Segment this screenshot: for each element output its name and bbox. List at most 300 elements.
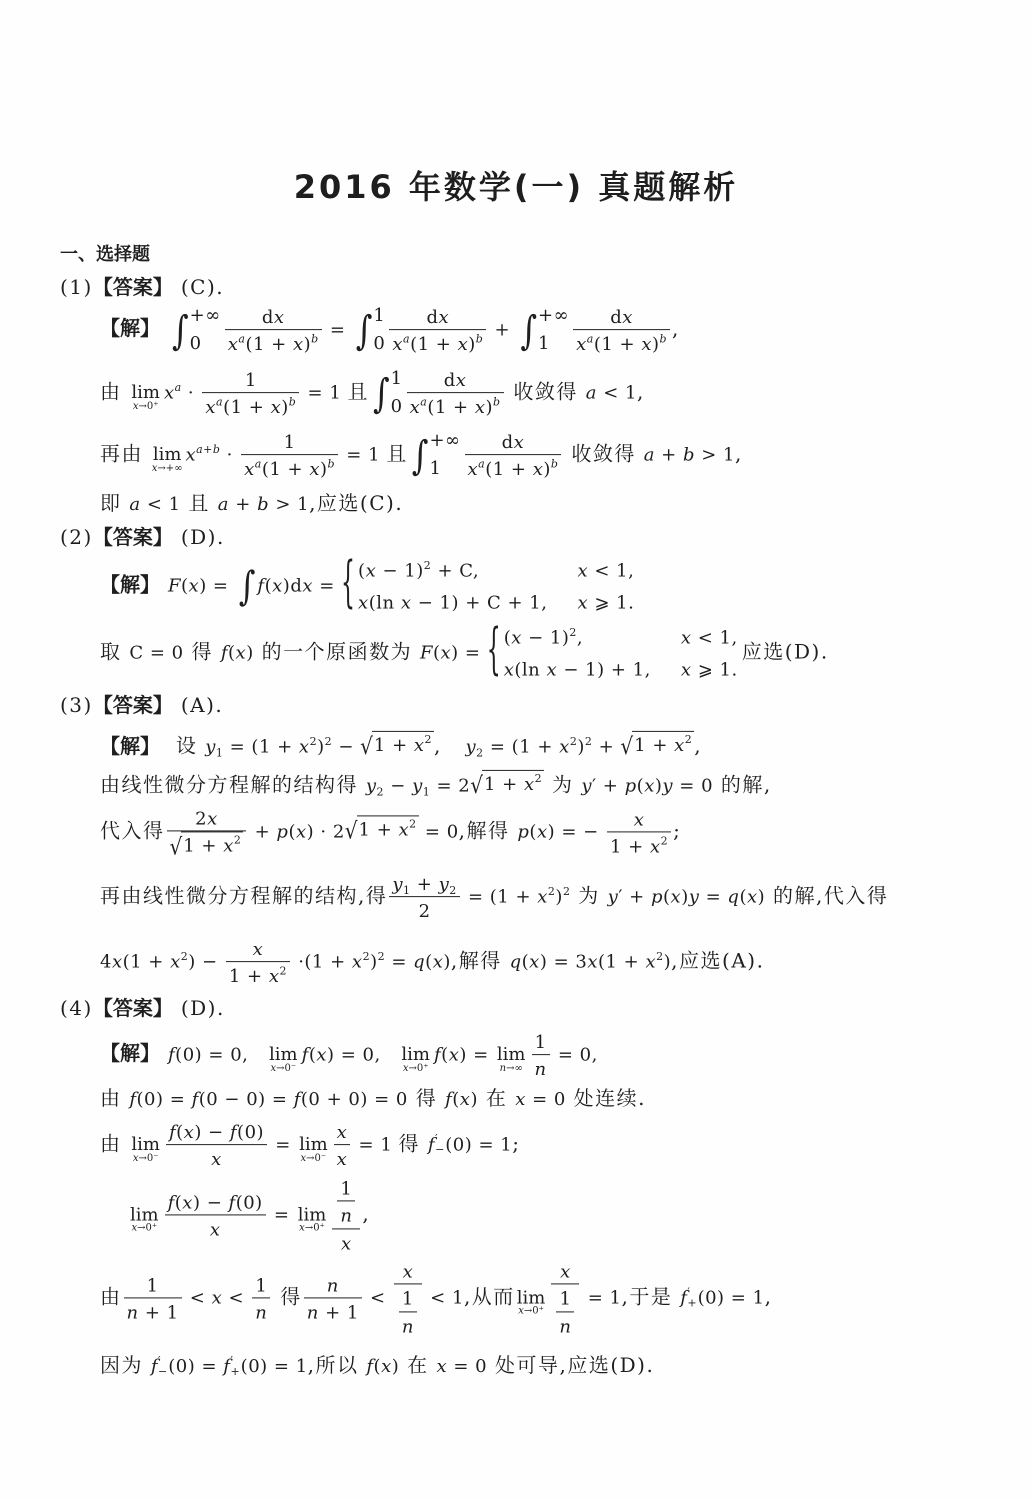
label-bracket: 【解】 bbox=[100, 572, 160, 597]
fraction-numerator bbox=[573, 303, 670, 330]
integral-limits bbox=[538, 307, 569, 353]
math-run: x bbox=[244, 459, 255, 481]
math-run: = (1 + x bbox=[483, 736, 570, 758]
math-run: x ⩾ 1. bbox=[680, 660, 738, 681]
math-run: 1 + x bbox=[609, 836, 661, 858]
cases-rows bbox=[504, 624, 738, 683]
text-run: (C). bbox=[180, 275, 225, 299]
radicand bbox=[181, 832, 243, 857]
text-run: ,从而 bbox=[463, 1284, 515, 1309]
text-run: , bbox=[734, 441, 743, 466]
math-run: y bbox=[365, 775, 377, 797]
integral bbox=[412, 432, 461, 478]
math-run: F(x) = bbox=[419, 642, 487, 664]
math-run: x bbox=[392, 334, 404, 356]
math-run: = bbox=[267, 1204, 296, 1226]
square-root bbox=[470, 770, 544, 799]
superscript: 2 bbox=[233, 834, 242, 848]
solution-line bbox=[100, 804, 681, 859]
limit-operator: lim bbox=[516, 1287, 546, 1309]
math-run: x bbox=[341, 1233, 352, 1255]
fraction bbox=[394, 1257, 422, 1338]
math-run: x bbox=[211, 1149, 222, 1171]
math-run: x = 0 bbox=[515, 1088, 566, 1110]
superscript: 2 bbox=[534, 772, 543, 786]
math-run: x(ln x − 1) + 1, bbox=[503, 660, 651, 681]
limit-subscript: n→∞ bbox=[499, 1062, 523, 1074]
superscript: 2 bbox=[656, 949, 664, 963]
math-run: 1 bbox=[340, 1178, 353, 1200]
fraction-numerator bbox=[337, 1174, 355, 1201]
limit-subscript: x→0⁺ bbox=[518, 1305, 544, 1317]
fraction bbox=[389, 870, 459, 924]
superscript: 2 bbox=[180, 949, 189, 963]
cases-rows bbox=[358, 557, 634, 616]
fraction bbox=[465, 428, 562, 482]
math-run: y bbox=[392, 874, 404, 896]
limit-operator: lim bbox=[401, 1044, 430, 1066]
math-run: ) bbox=[555, 886, 563, 908]
label-bracket: 【答案】 bbox=[92, 693, 173, 717]
fraction-denominator bbox=[337, 1202, 355, 1228]
limit-subscript: x→0⁺ bbox=[402, 1062, 429, 1074]
math-run: x bbox=[560, 1261, 571, 1283]
math-run: f(x) bbox=[366, 1355, 400, 1377]
limit bbox=[516, 1284, 546, 1317]
limit-subscript: x→0⁻ bbox=[270, 1062, 297, 1074]
integral-sign: ∫ bbox=[411, 431, 429, 479]
label-bracket: 【答案】 bbox=[92, 525, 173, 549]
limit-operator: lim bbox=[131, 1134, 160, 1156]
math-run: (1 + x) bbox=[485, 459, 551, 481]
math-run: x ⩾ 1. bbox=[577, 593, 635, 614]
superscript: 2 bbox=[584, 735, 593, 749]
text-run: 得 bbox=[183, 639, 221, 664]
math-run: = 1 bbox=[352, 1134, 399, 1156]
math-run: 1 bbox=[534, 1032, 547, 1054]
label-bracket: 【答案】 bbox=[92, 996, 173, 1020]
text-run: ,所以 bbox=[307, 1352, 367, 1377]
text-run: 且 bbox=[386, 441, 408, 466]
limit-operator: lim bbox=[131, 382, 160, 404]
math-run: ·(1 + x bbox=[291, 951, 363, 973]
radicand bbox=[357, 816, 419, 841]
superscript: a bbox=[238, 332, 246, 346]
superscript: 2 bbox=[562, 884, 571, 898]
superscript: b bbox=[288, 395, 297, 409]
math-run: n bbox=[401, 1316, 414, 1338]
fraction-denominator bbox=[394, 1285, 422, 1339]
limit bbox=[401, 1041, 430, 1074]
label-bracket: 【答案】 bbox=[92, 275, 173, 299]
math-run: dx bbox=[443, 370, 467, 392]
math-run: n bbox=[559, 1316, 572, 1338]
text-run: 由 bbox=[100, 1131, 130, 1156]
math-run: (x − 1) bbox=[503, 627, 570, 649]
text-run: ; bbox=[512, 1131, 521, 1156]
solution-line bbox=[100, 1028, 598, 1082]
superscript: 2 bbox=[547, 884, 556, 898]
math-run: ) bbox=[317, 736, 325, 758]
text-run: 应选(D). bbox=[741, 639, 829, 664]
fraction-denominator bbox=[202, 394, 299, 420]
math-run: x bbox=[576, 334, 587, 356]
math-run: (1 + x) bbox=[223, 397, 289, 419]
fraction bbox=[532, 1028, 550, 1082]
subscript: 2 bbox=[476, 746, 484, 760]
text-run: 得 bbox=[407, 1085, 446, 1110]
integral-limits bbox=[190, 307, 221, 353]
math-run: (1 + x) bbox=[427, 397, 494, 419]
cases-cell bbox=[358, 557, 547, 583]
fraction bbox=[226, 935, 290, 989]
limit-subscript: x→0⁺ bbox=[131, 1222, 158, 1234]
section-heading: 一、选择题 bbox=[60, 244, 150, 265]
limit bbox=[299, 1131, 328, 1164]
superscript: a bbox=[216, 395, 224, 409]
integral-limits bbox=[391, 370, 403, 416]
fraction bbox=[389, 303, 486, 357]
one-sided-sign: + bbox=[687, 1296, 697, 1310]
integral-lower-limit: 0 bbox=[189, 333, 202, 354]
subscript: 1 bbox=[215, 746, 224, 760]
math-run: f(x) bbox=[445, 1088, 478, 1110]
solution-line bbox=[100, 366, 645, 420]
math-run: < 1 bbox=[423, 1287, 464, 1309]
solution-line bbox=[100, 1352, 654, 1378]
page-title: 2016 年数学(一) 真题解析 bbox=[293, 168, 739, 206]
math-run: q(x) = 3x(1 + x bbox=[509, 951, 657, 973]
math-run: n bbox=[255, 1302, 268, 1324]
text-run: (D). bbox=[180, 525, 225, 549]
fraction-numerator bbox=[332, 1174, 360, 1229]
math-run: x bbox=[227, 334, 239, 356]
math-run: + p(x) · 2 bbox=[248, 821, 345, 843]
math-run: ) bbox=[663, 951, 672, 973]
superscript: 2 bbox=[569, 735, 578, 749]
fraction bbox=[304, 1271, 362, 1325]
fraction bbox=[551, 1257, 579, 1338]
fraction bbox=[241, 428, 338, 482]
limit-subscript: x→0⁺ bbox=[299, 1222, 325, 1234]
text-run: 的一个原函数为 bbox=[253, 639, 420, 664]
fraction-denominator bbox=[334, 1146, 351, 1172]
fraction bbox=[332, 1174, 360, 1255]
math-run: 4x(1 + x bbox=[100, 951, 181, 973]
integral-lower-limit: 0 bbox=[390, 396, 403, 417]
text-run: 的解, bbox=[713, 772, 772, 797]
fraction bbox=[165, 1188, 266, 1242]
limit-operator: lim bbox=[130, 1204, 159, 1226]
superscript: a bbox=[478, 457, 486, 471]
math-run: 1 + x bbox=[634, 734, 685, 756]
math-run: (1 + x) bbox=[261, 459, 328, 481]
text-run: 即 bbox=[100, 490, 130, 515]
fraction bbox=[407, 366, 504, 420]
math-run: x < 1, bbox=[577, 560, 635, 582]
math-run: · bbox=[181, 382, 201, 404]
fraction-denominator bbox=[124, 1299, 182, 1325]
solution-line bbox=[100, 770, 772, 798]
text-run: , bbox=[764, 1284, 773, 1309]
math-run: x bbox=[467, 459, 479, 481]
fraction bbox=[166, 1118, 267, 1172]
piecewise-cases bbox=[486, 620, 738, 683]
math-run: 1 bbox=[401, 1288, 414, 1310]
math-run: f bbox=[680, 1287, 688, 1309]
text-run: (3) bbox=[60, 693, 93, 717]
text-run: 由 bbox=[100, 379, 130, 404]
fraction-numerator bbox=[556, 1285, 574, 1312]
one-sided-sign: − bbox=[158, 1364, 168, 1378]
fraction-denominator bbox=[225, 331, 322, 357]
fraction bbox=[225, 303, 322, 357]
text-run: 由 bbox=[100, 1085, 130, 1110]
integral-sign: ∫ bbox=[520, 306, 538, 354]
fraction-denominator bbox=[167, 832, 247, 860]
fraction-numerator bbox=[202, 366, 299, 393]
math-run: n bbox=[326, 1275, 339, 1297]
fraction-numerator bbox=[252, 1271, 270, 1298]
math-run: y bbox=[465, 736, 477, 758]
text-run: 由 bbox=[100, 1284, 122, 1309]
superscript: a bbox=[254, 457, 262, 471]
math-run: C = 0 bbox=[129, 642, 184, 664]
math-run: = 0, bbox=[551, 1044, 598, 1066]
math-run: − bbox=[332, 736, 361, 758]
text-run: (D). bbox=[180, 996, 225, 1020]
math-run: x(ln x − 1) + C + 1, bbox=[358, 593, 548, 614]
math-run: = bbox=[323, 319, 352, 341]
fraction bbox=[337, 1174, 355, 1228]
radical-sign: √ bbox=[360, 731, 373, 760]
math-run: f bbox=[427, 1134, 436, 1156]
solution-line bbox=[100, 731, 702, 759]
text-run: 在 bbox=[399, 1352, 437, 1377]
math-run: 1 + x bbox=[183, 835, 234, 857]
math-run: 1 + x bbox=[358, 819, 410, 841]
math-run: = 0 bbox=[418, 821, 459, 843]
math-run: + C, bbox=[431, 560, 480, 582]
math-run: = 1 bbox=[581, 1287, 622, 1309]
integral-lower-limit: 1 bbox=[429, 458, 442, 479]
math-run: · bbox=[220, 444, 240, 466]
text-run: 取 bbox=[100, 639, 130, 664]
fraction-denominator bbox=[551, 1285, 579, 1339]
math-run: x bbox=[185, 444, 197, 466]
text-run: 再由 bbox=[100, 441, 151, 466]
solution-line bbox=[100, 428, 743, 482]
math-run: y′ + p(x)y = 0 bbox=[581, 775, 714, 797]
prime-mark: ′ bbox=[230, 1353, 233, 1367]
math-run: − y bbox=[384, 775, 423, 797]
integral-upper-limit: 1 bbox=[373, 305, 386, 326]
math-run: (0) = 1 bbox=[697, 1287, 765, 1309]
prime-mark: ′ bbox=[158, 1353, 161, 1367]
math-run: (1 + x) bbox=[245, 334, 312, 356]
superscript: b bbox=[327, 457, 336, 471]
text-run: 处可导,应选(D). bbox=[487, 1352, 655, 1377]
math-run: f(x) = bbox=[433, 1044, 495, 1066]
cases-cell bbox=[577, 557, 634, 583]
text-run: , bbox=[434, 733, 466, 758]
fraction bbox=[252, 1271, 270, 1325]
fraction-denominator bbox=[407, 394, 504, 420]
math-run: 1 + x bbox=[228, 966, 280, 988]
math-run: x bbox=[252, 939, 264, 961]
math-run: = 1 bbox=[340, 444, 387, 466]
text-run: ,应选(A). bbox=[671, 948, 765, 973]
integral-sign: ∫ bbox=[172, 306, 189, 354]
limit-operator: lim bbox=[269, 1044, 298, 1066]
superscript: 2 bbox=[279, 964, 287, 978]
text-run: 代入得 bbox=[100, 818, 165, 843]
fraction-numerator bbox=[165, 1188, 266, 1215]
superscript: b bbox=[659, 332, 668, 346]
math-run: (0) = 1 bbox=[240, 1355, 308, 1377]
cases-cell bbox=[681, 624, 738, 650]
math-run: 1 bbox=[283, 432, 296, 454]
text-run: 收敛得 bbox=[505, 379, 586, 404]
solution-line bbox=[100, 870, 888, 924]
math-run: p(x) = − bbox=[517, 821, 605, 843]
limit-subscript: x→0⁻ bbox=[132, 1152, 159, 1164]
text-run: , bbox=[672, 316, 680, 341]
prime-mark: ′ bbox=[687, 1285, 690, 1299]
math-run: x bbox=[336, 1149, 348, 1171]
radical-sign: √ bbox=[470, 770, 483, 799]
label-bracket: 【解】 bbox=[100, 733, 160, 758]
math-run: y bbox=[205, 736, 216, 758]
math-run: f(x) = 0, bbox=[301, 1044, 400, 1066]
math-run: 2 bbox=[418, 901, 431, 923]
math-run: 1 + x bbox=[373, 734, 425, 756]
prime-subscript bbox=[158, 1353, 168, 1378]
limit-operator: lim bbox=[297, 1204, 327, 1226]
math-run: x bbox=[163, 382, 175, 404]
one-sided-sign: − bbox=[435, 1143, 445, 1156]
math-run: n bbox=[534, 1059, 547, 1081]
fraction-denominator bbox=[532, 1056, 550, 1082]
text-run: (1) bbox=[60, 275, 93, 299]
fraction-denominator bbox=[241, 456, 338, 482]
text-run: ,解得 bbox=[458, 818, 518, 843]
one-sided-sign: + bbox=[230, 1364, 240, 1378]
fraction-numerator bbox=[532, 1028, 550, 1055]
math-run: + bbox=[488, 319, 517, 341]
fraction-numerator bbox=[394, 1257, 422, 1284]
subscript: 2 bbox=[376, 785, 385, 799]
cases-cell bbox=[577, 589, 634, 615]
text-run: 且 bbox=[347, 379, 369, 404]
text-run: ,应选(C). bbox=[309, 490, 404, 515]
superscript: 2 bbox=[324, 735, 333, 749]
math-run: dx bbox=[501, 432, 525, 454]
fraction-numerator bbox=[389, 870, 459, 897]
integral-upper-limit: +∞ bbox=[189, 305, 221, 326]
integral bbox=[356, 307, 386, 353]
prime-subscript bbox=[230, 1353, 240, 1378]
text-run: 再由线性微分方程解的结构,得 bbox=[100, 883, 388, 908]
solution-line bbox=[100, 935, 764, 989]
solution-line bbox=[60, 524, 225, 550]
limit-operator: lim bbox=[496, 1044, 526, 1066]
integral-upper-limit: +∞ bbox=[538, 305, 570, 326]
math-run: + y bbox=[410, 874, 450, 896]
cases-cell bbox=[504, 656, 651, 682]
fraction bbox=[167, 804, 247, 859]
math-run: a + b > 1 bbox=[643, 444, 735, 466]
integral-sign: ∫ bbox=[238, 562, 256, 610]
text-run: , bbox=[694, 733, 703, 758]
cases-cell bbox=[358, 589, 547, 615]
superscript: 2 bbox=[569, 625, 577, 639]
text-run: ,解得 bbox=[450, 948, 510, 973]
superscript: 2 bbox=[424, 733, 433, 747]
prime-mark: ′ bbox=[435, 1132, 438, 1146]
math-run: 1 bbox=[255, 1275, 268, 1297]
fraction-numerator bbox=[334, 1118, 351, 1145]
limit bbox=[130, 1201, 159, 1234]
fraction bbox=[573, 303, 670, 357]
integral-lower-limit: 1 bbox=[538, 333, 550, 354]
math-run: (1 + x) bbox=[593, 334, 660, 356]
fraction-numerator bbox=[167, 804, 247, 831]
math-run: a < 1 bbox=[585, 382, 638, 404]
solution-line bbox=[100, 303, 680, 357]
prime-subscript bbox=[687, 1285, 697, 1310]
math-run: n + 1 bbox=[306, 1302, 359, 1324]
math-run: (0) = 1 bbox=[445, 1134, 513, 1156]
fraction-denominator bbox=[166, 1146, 267, 1172]
limit bbox=[131, 1131, 160, 1164]
text-run: (4) bbox=[60, 996, 93, 1020]
math-run: (1 + x) bbox=[410, 334, 476, 356]
math-run: , bbox=[576, 627, 584, 649]
integral-lower-limit: 0 bbox=[373, 333, 386, 354]
superscript: a bbox=[420, 395, 428, 409]
math-run: 1 bbox=[146, 1275, 159, 1297]
math-run: (x − 1) bbox=[358, 560, 424, 582]
cases-cell bbox=[681, 656, 738, 682]
text-run: 设 bbox=[168, 733, 206, 758]
math-run: f(x) bbox=[220, 642, 254, 664]
fraction-numerator bbox=[124, 1271, 182, 1298]
superscript: 2 bbox=[423, 558, 432, 572]
fraction-denominator bbox=[304, 1299, 362, 1325]
superscript: 2 bbox=[660, 834, 669, 848]
limit bbox=[269, 1041, 298, 1074]
math-run: f(0) = 0, bbox=[168, 1044, 268, 1066]
math-run: n + 1 bbox=[126, 1302, 179, 1324]
math-run: dx bbox=[426, 307, 450, 329]
fraction-denominator bbox=[607, 833, 671, 859]
superscript: 2 bbox=[309, 735, 318, 749]
text-run: 由线性微分方程解的结构得 bbox=[100, 772, 366, 797]
square-root bbox=[344, 816, 419, 845]
math-run: 1 bbox=[244, 370, 257, 392]
solution-line bbox=[100, 553, 638, 616]
math-run: f(x) − f(0) bbox=[168, 1122, 265, 1144]
label-bracket: 【解】 bbox=[100, 316, 160, 341]
math-run: x bbox=[633, 809, 645, 831]
math-run: F(x) = bbox=[168, 575, 235, 597]
math-run: = q(x) bbox=[385, 951, 451, 973]
integral bbox=[373, 370, 403, 416]
math-run: ) − bbox=[188, 951, 224, 973]
integral bbox=[172, 307, 221, 353]
math-run: x = 0 bbox=[436, 1355, 488, 1377]
